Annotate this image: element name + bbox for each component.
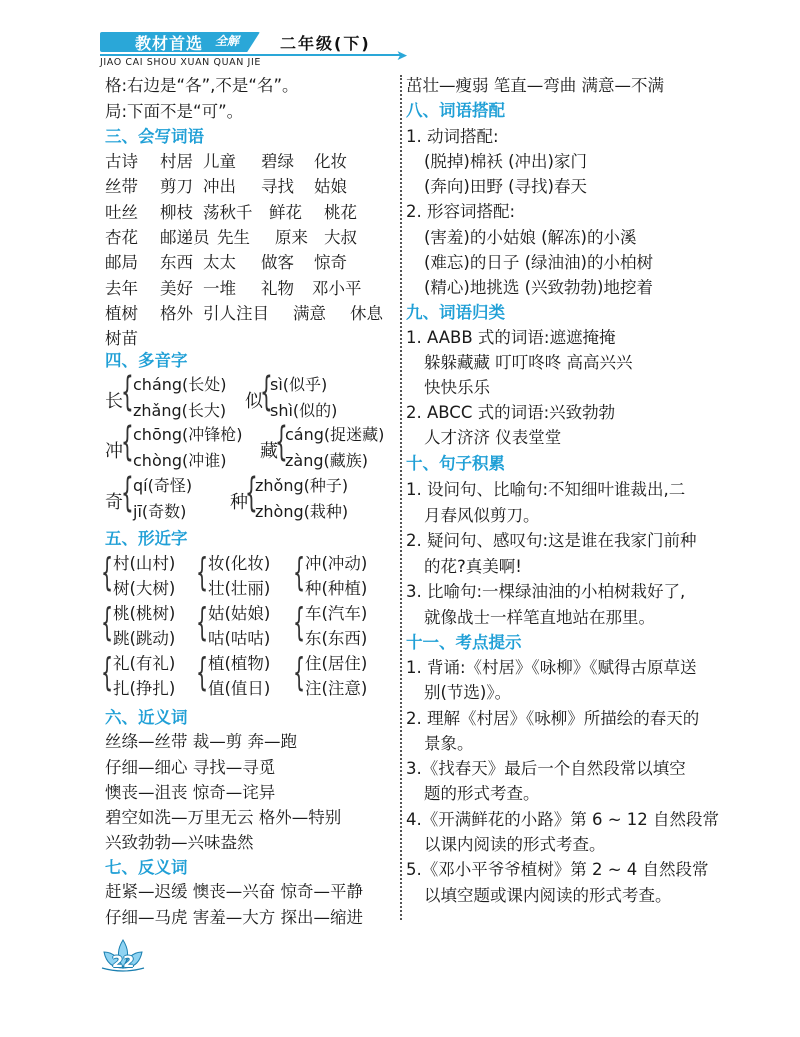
column-divider <box>400 75 402 920</box>
text-line: 景象。 <box>424 734 474 753</box>
text-line: 1. AABB 式的词语:遮遮掩掩 <box>406 328 616 347</box>
section-title: 九、词语归类 <box>406 303 505 322</box>
antonym-line: 赶紧—迟缓 懊丧—兴奋 惊奇—平静 <box>105 882 363 901</box>
text-line: 2. ABCC 式的词语:兴致勃勃 <box>406 403 616 422</box>
similar-char: 植(植物) <box>208 654 271 673</box>
vocab-word: 古诗 <box>105 152 138 171</box>
polyphone-char: 似 <box>245 391 263 412</box>
header-rule <box>100 54 400 56</box>
similar-char: 村(山村) <box>113 554 176 573</box>
polyphone-reading: qí(奇怪) <box>133 476 193 495</box>
section-title: 十一、考点提示 <box>406 633 522 652</box>
synonym-line: 懊丧—沮丧 惊奇—诧异 <box>105 783 276 802</box>
vocab-word: 化妆 <box>314 152 347 171</box>
vocab-word: 引人注目 <box>203 303 269 323</box>
vocab-word: 原来 <box>275 227 308 247</box>
section-title: 五、形近字 <box>105 529 188 548</box>
vocab-word: 东西 <box>160 253 193 273</box>
text-line: 躲躲藏藏 叮叮咚咚 高高兴兴 <box>424 353 633 372</box>
brace-icon: { <box>101 650 114 694</box>
polyphone-reading: cháng(长处) <box>133 375 227 394</box>
vocab-word: 杏花 <box>105 227 138 247</box>
brace-icon: { <box>121 470 134 516</box>
text-line: 别(节选)》。 <box>424 683 512 702</box>
section-title: 三、会写词语 <box>105 127 204 146</box>
text-line: (脱掉)棉袄 (冲出)家门 <box>424 152 587 171</box>
similar-char: 东(东西) <box>305 629 368 648</box>
page-number: 22 <box>112 952 135 971</box>
similar-char: 妆(化妆) <box>208 554 271 573</box>
text-line: 1. 背诵:《村居》《咏柳》《赋得古原草送 <box>406 658 697 677</box>
vocab-word: 姑娘 <box>314 177 347 197</box>
synonym-line: 仔细—细心 寻找—寻觅 <box>105 758 276 777</box>
polyphone-reading: zhǒng(种子) <box>255 476 349 495</box>
brace-icon: { <box>101 550 114 594</box>
polyphone-reading: chōng(冲锋枪) <box>133 425 243 444</box>
text-line: (精心)地挑选 (兴致勃勃)地挖着 <box>424 278 653 297</box>
text-line: 人才济济 仪表堂堂 <box>424 428 562 447</box>
text-line: 就像战士一样笔直地站在那里。 <box>424 608 655 627</box>
synonym-line: 兴致勃勃—兴味盎然 <box>105 833 254 852</box>
similar-char: 跳(跳动) <box>113 629 176 648</box>
note-line: 格:右边是“各”,不是“名”。 <box>105 76 299 95</box>
vocab-word: 邮局 <box>105 253 138 273</box>
header-logo: 全解 <box>215 34 240 48</box>
text-line: 3. 比喻句:一棵绿油油的小柏树栽好了, <box>406 582 686 601</box>
vocab-word: 一堆 <box>203 278 236 298</box>
vocab-word: 大叔 <box>324 227 357 247</box>
antonym-line: 茁壮—瘦弱 笔直—弯曲 满意—不满 <box>406 76 664 95</box>
vocab-word: 太太 <box>203 253 236 273</box>
brace-icon: { <box>275 419 288 465</box>
text-line: 2. 形容词搭配: <box>406 202 516 221</box>
text-line: 1. 动词搭配: <box>406 127 499 146</box>
synonym-line: 碧空如洗—万里无云 格外—特别 <box>105 808 342 827</box>
vocab-word: 惊奇 <box>314 253 347 273</box>
polyphone-reading: zàng(藏族) <box>285 451 368 470</box>
vocab-word: 村居 <box>160 152 193 171</box>
vocab-word: 冲出 <box>203 177 236 197</box>
text-line: 月春风似剪刀。 <box>424 506 540 525</box>
brace-icon: { <box>196 600 209 644</box>
brace-icon: { <box>293 550 306 594</box>
synonym-line: 丝绦—丝带 裁—剪 奔—跑 <box>105 732 297 751</box>
vocab-word: 树苗 <box>105 329 138 349</box>
arrow-icon: ➤ <box>396 48 408 64</box>
vocab-word: 剪刀 <box>160 177 193 197</box>
text-line: 3.《找春天》最后一个自然段常以填空 <box>406 759 686 778</box>
text-line: (难忘)的日子 (绿油油)的小柏树 <box>424 253 653 272</box>
similar-char: 值(值日) <box>208 679 271 698</box>
polyphone-char: 奇 <box>105 492 123 513</box>
antonym-line: 仔细—马虎 害羞—大方 探出—缩进 <box>105 908 363 927</box>
vocab-word: 邓小平 <box>312 278 362 298</box>
note-line: 局:下面不是“可”。 <box>105 102 244 121</box>
text-line: 4.《开满鲜花的小路》第 6 ~ 12 自然段常 <box>406 810 720 829</box>
polyphone-reading: cáng(捉迷藏) <box>285 425 385 444</box>
text-line: 1. 设问句、比喻句:不知细叶谁裁出,二 <box>406 480 686 499</box>
polyphone-char: 藏 <box>260 441 278 462</box>
text-line: 的花?真美啊! <box>424 557 522 576</box>
polyphone-reading: zhǎng(长大) <box>133 401 227 420</box>
text-line: 以填空题或课内阅读的形式考查。 <box>424 886 672 905</box>
text-line: (奔向)田野 (寻找)春天 <box>424 177 587 196</box>
vocab-word: 吐丝 <box>105 202 138 222</box>
polyphone-char: 冲 <box>105 441 123 462</box>
vocab-word: 格外 <box>160 303 193 323</box>
section-title: 四、多音字 <box>105 351 188 370</box>
similar-char: 咕(咕咕) <box>208 629 271 648</box>
text-line: 题的形式考查。 <box>424 784 540 803</box>
similar-char: 姑(姑娘) <box>208 604 271 623</box>
brace-icon: { <box>101 600 114 644</box>
section-title: 七、反义词 <box>105 858 188 877</box>
header-grade: 二年级(下) <box>280 34 371 53</box>
similar-char: 注(注意) <box>305 679 368 698</box>
vocab-word: 鲜花 <box>269 202 302 222</box>
brace-icon: { <box>260 369 273 415</box>
vocab-word: 礼物 <box>261 278 294 298</box>
polyphone-char: 种 <box>230 492 248 513</box>
vocab-word: 休息 <box>350 303 383 323</box>
similar-char: 礼(有礼) <box>113 654 176 673</box>
vocab-word: 柳枝 <box>160 202 193 222</box>
polyphone-reading: shì(似的) <box>270 401 338 420</box>
similar-char: 种(种植) <box>305 579 368 598</box>
vocab-word: 寻找 <box>261 177 294 197</box>
polyphone-reading: sì(似乎) <box>270 375 328 394</box>
text-line: (害羞)的小姑娘 (解冻)的小溪 <box>424 228 637 247</box>
vocab-word: 桃花 <box>324 202 357 222</box>
section-title: 六、近义词 <box>105 708 188 727</box>
polyphone-reading: chòng(冲谁) <box>133 451 227 470</box>
section-title: 十、句子积累 <box>406 454 505 473</box>
polyphone-reading: jī(奇数) <box>133 502 187 521</box>
brace-icon: { <box>293 600 306 644</box>
text-line: 快快乐乐 <box>424 378 490 397</box>
similar-char: 壮(壮丽) <box>208 579 271 598</box>
brace-icon: { <box>245 470 258 516</box>
similar-char: 住(居住) <box>305 654 368 673</box>
text-line: 以课内阅读的形式考查。 <box>424 835 606 854</box>
vocab-word: 美好 <box>160 278 193 298</box>
header-subtitle: JIAO CAI SHOU XUAN QUAN JIE <box>100 57 261 68</box>
page-number-badge <box>100 950 146 974</box>
similar-char: 冲(冲动) <box>305 554 368 573</box>
text-line: 2. 疑问句、感叹句:这是谁在我家门前种 <box>406 531 697 550</box>
similar-char: 车(汽车) <box>305 604 368 623</box>
vocab-word: 去年 <box>105 278 138 298</box>
brace-icon: { <box>293 650 306 694</box>
text-line: 5.《邓小平爷爷植树》第 2 ~ 4 自然段常 <box>406 860 709 879</box>
header-brand: 教材首选 <box>135 34 204 53</box>
vocab-word: 邮递员 <box>160 227 210 247</box>
vocab-word: 做客 <box>261 253 294 273</box>
brace-icon: { <box>121 369 134 415</box>
similar-char: 树(大树) <box>113 579 176 598</box>
vocab-word: 植树 <box>105 303 138 323</box>
vocab-word: 碧绿 <box>261 152 294 171</box>
vocab-word: 荡秋千 <box>203 202 253 222</box>
text-line: 2. 理解《村居》《咏柳》所描绘的春天的 <box>406 709 700 728</box>
brace-icon: { <box>196 650 209 694</box>
vocab-word: 儿童 <box>203 152 236 171</box>
section-title: 八、词语搭配 <box>406 101 505 120</box>
vocab-word: 满意 <box>293 303 326 323</box>
brace-icon: { <box>196 550 209 594</box>
polyphone-char: 长 <box>105 391 123 412</box>
polyphone-reading: zhòng(栽种) <box>255 502 349 521</box>
similar-char: 桃(桃树) <box>113 604 176 623</box>
brace-icon: { <box>121 419 134 465</box>
vocab-word: 先生 <box>217 227 250 247</box>
vocab-word: 丝带 <box>105 177 138 197</box>
similar-char: 扎(挣扎) <box>113 679 176 698</box>
